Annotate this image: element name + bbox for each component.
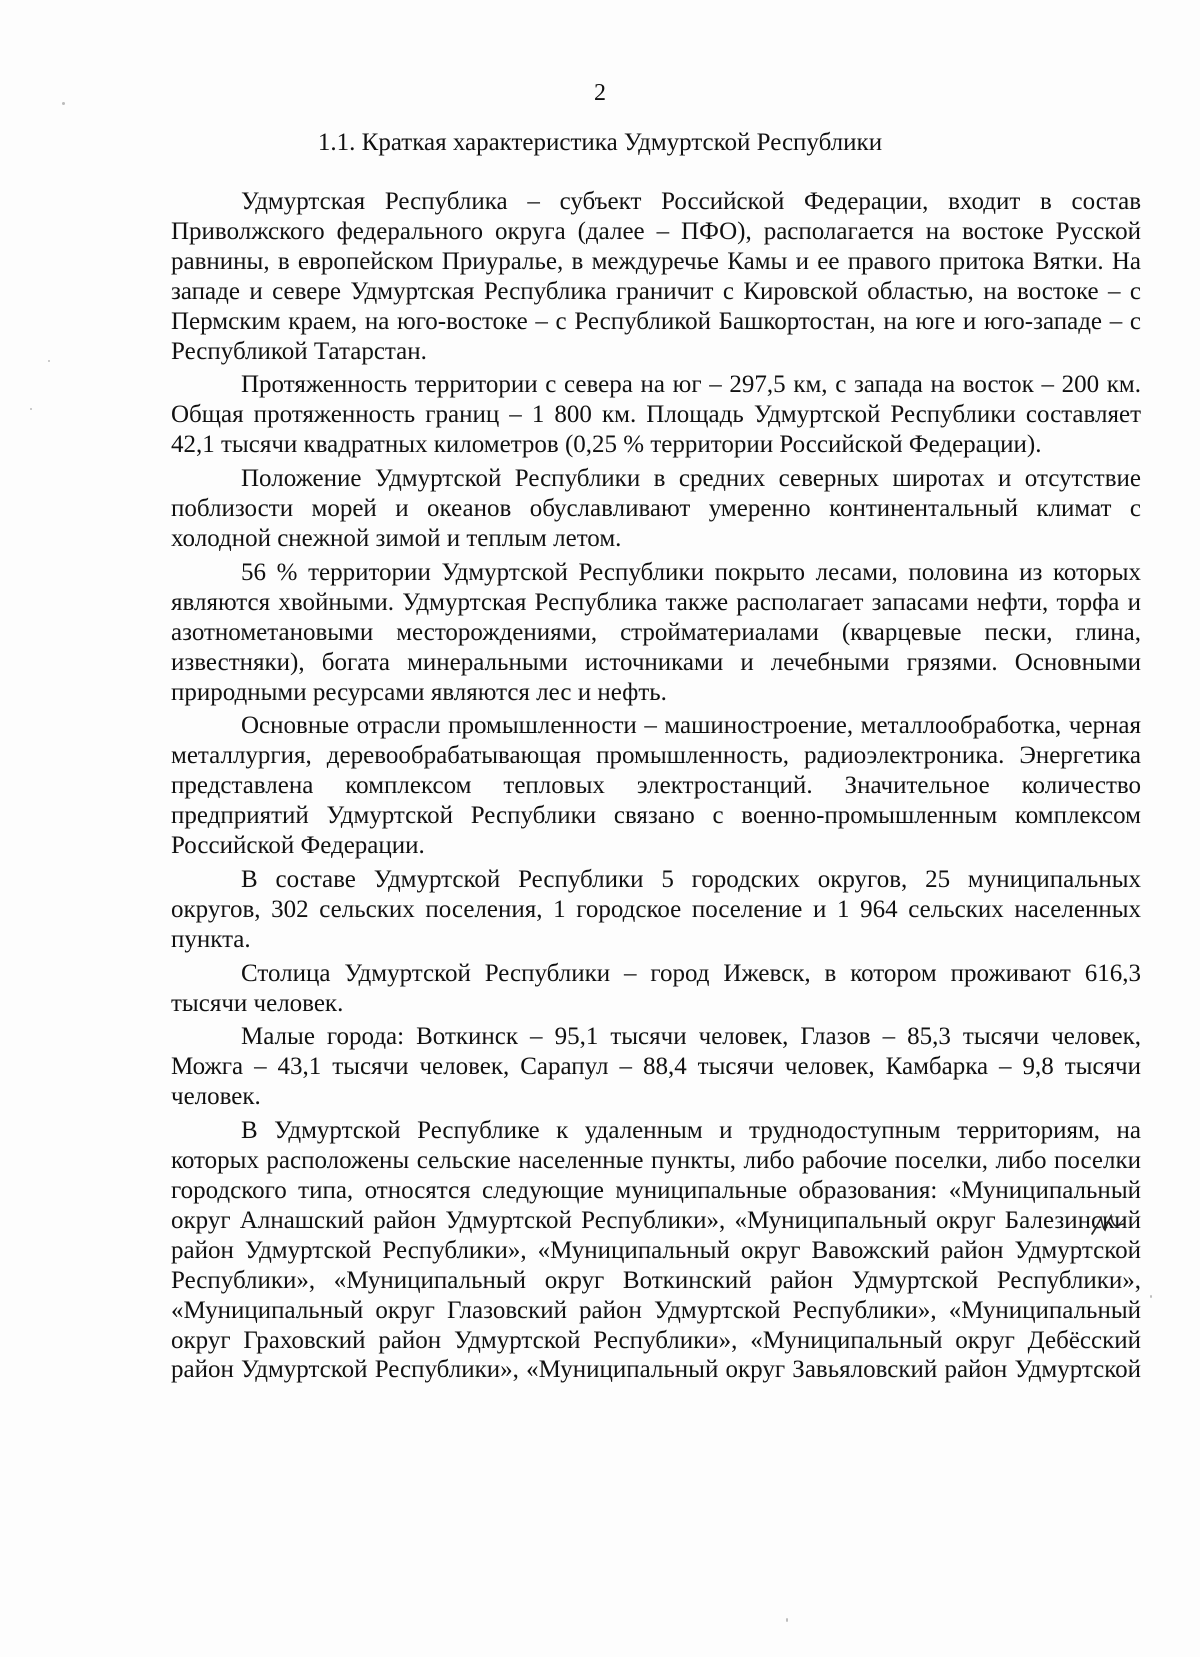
paragraph-climate: Положение Удмуртской Республики в средних северных широтах и отсутствие поблизости морей и океанов обуславливают умеренно континентальный климат с холодной снежной зимой и теплым летом. (171, 465, 1141, 552)
section-title: 1.1. Краткая характеристика Удмуртской Республики (317, 129, 883, 156)
scan-speck (62, 102, 65, 105)
document-body (171, 187, 1141, 1389)
paragraph-territory: Протяженность территории с севера на юг – 297,5 км, с запада на восток – 200 км. Общая протяженность границ – 1 800 км. Площадь Удмуртской Республики составляет 42,1 тысячи квадратных километров (0,25 % территории Российской Федерации). (171, 371, 1141, 459)
scan-speck (30, 408, 32, 410)
scan-speck (48, 360, 50, 362)
paragraph-resources: 56 % территории Удмуртской Республики покрыто лесами, половина из которых являются хвойными. Удмуртская Республика также располагает запасами нефти, торфа и азотнометановыми месторождениями, стройматериалами (кварцевые пески, глина, известняки), богата минеральными источниками и лечебными грязями. Основными природными ресурсами являются лес и нефть. (171, 558, 1141, 706)
paragraph-municipalities: В составе Удмуртской Республики 5 городских округов, 25 муниципальных округов, 302 сельских поселения, 1 городское поселение и 1 964 сельских населенных пункта. (171, 865, 1141, 953)
paragraph-remote-territories: В Удмуртской Республике к удаленным и труднодоступным территориям, на которых расположены сельские населенные пункты, либо рабочие поселки, либо поселки городского типа, относятся следующие муниципальные образования: «Муниципальный округ Алнашский район Удмуртской Республики», «Муниципальный округ Балезинский район Удмуртской Республики», «Муниципальный округ Вавожский район Удмуртской Республики», «Муниципальный округ Воткинский район Удмуртской Республики», «Муниципальный округ Глазовский район Удмуртской Республики», «Муниципальный округ Граховский район Удмуртской Республики», «Муниципальный округ Дебёсский район Удмуртской Республики», «Муниципальный округ Завьяловский район Удмуртской (171, 1117, 1141, 1384)
page-number: 2 (594, 80, 606, 106)
paragraph-small-towns: Малые города: Воткинск – 95,1 тысячи человек, Глазов – 85,3 тысячи человек, Можга – 43,1 тысячи человек, Сарапул – 88,4 тысячи человек, Камбарка – 9,8 тысячи человек. (171, 1023, 1141, 1111)
handwritten-mark (1090, 1212, 1126, 1238)
paragraph-industry: Основные отрасли промышленности – машиностроение, металлообработка, черная металлургия, деревообрабатывающая промышленность, радиоэлектроника. Энергетика представлена комплексом тепловых электростанций. Значительное количество предприятий Удмуртской Республики связано с военно-промышленным комплексом Российской Федерации. (171, 712, 1141, 860)
scan-speck (1150, 1295, 1152, 1298)
paragraph-location: Удмуртская Республика – субъект Российской Федерации, входит в состав Приволжского федерального округа (далее – ПФО), располагается на востоке Русской равнины, в европейском Приуралье, в междуречье Камы и ее правого притока Вятки. На западе и севере Удмуртская Республика граничит с Кировской областью, на востоке – с Пермским краем, на юго-востоке – с Республикой Башкортостан, на юге и юго-западе – с Республикой Татарстан. (171, 188, 1141, 365)
paragraph-capital: Столица Удмуртской Республики – город Ижевск, в котором проживают 616,3 тысячи человек. (171, 959, 1141, 1017)
scan-speck (786, 1618, 788, 1622)
